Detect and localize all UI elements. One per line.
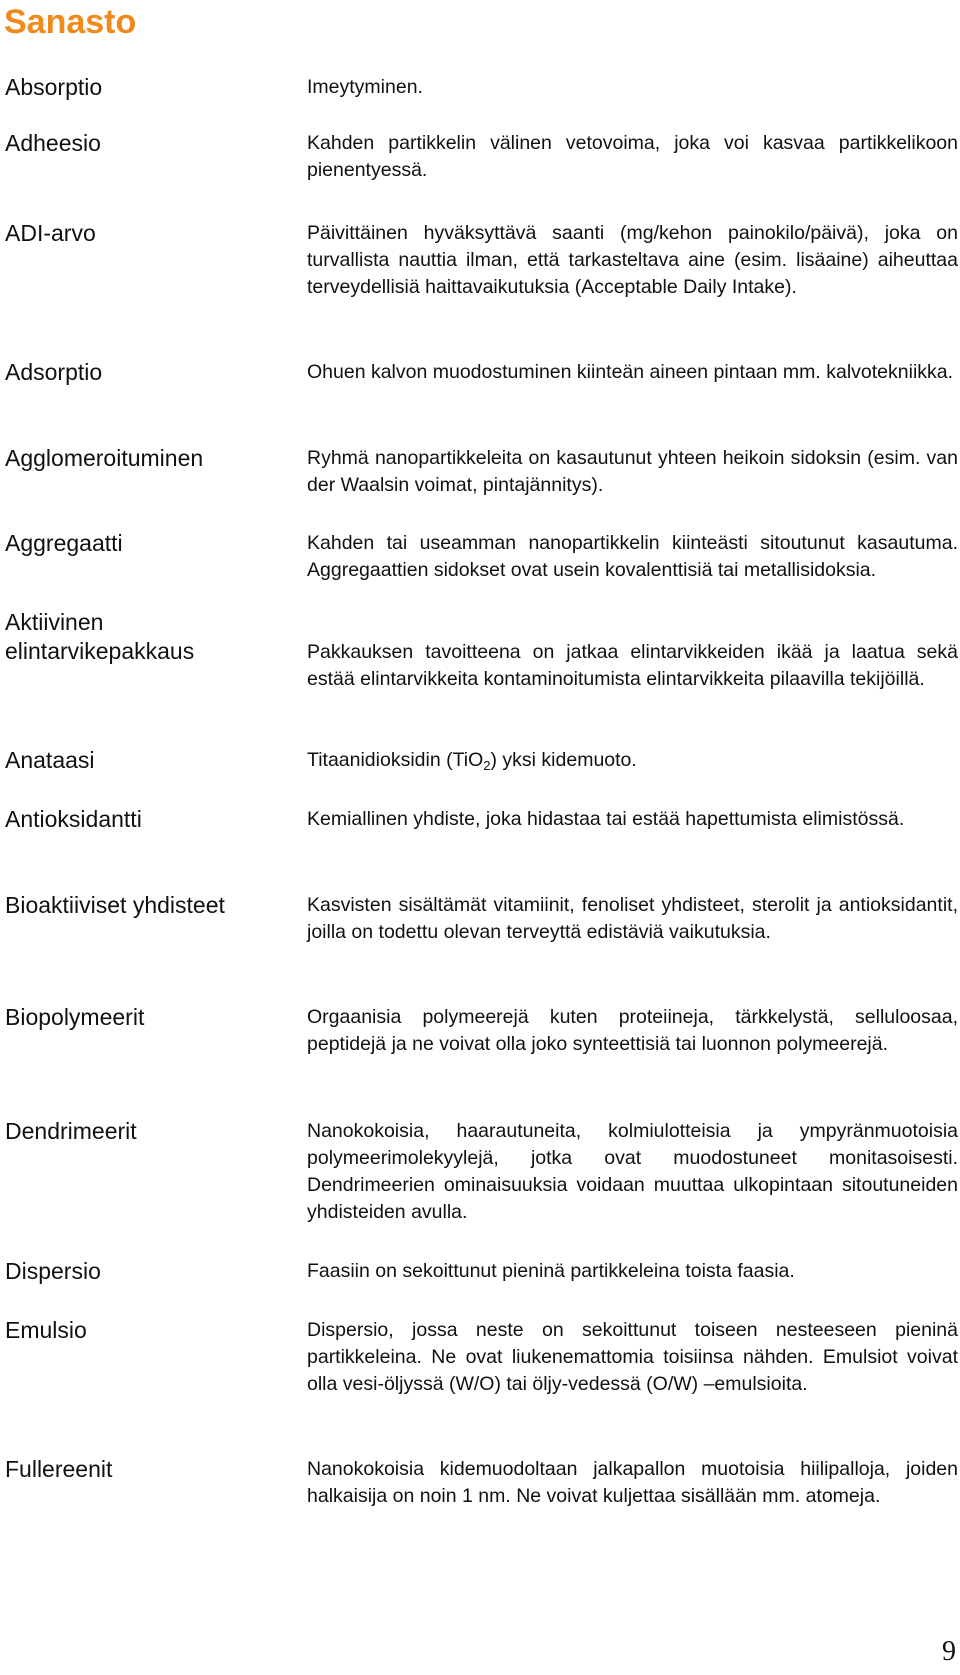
glossary-term: Absorptio [5, 74, 103, 100]
glossary-term: Bioaktiiviset yhdisteet [5, 892, 225, 918]
subscript-text: 2 [483, 758, 491, 773]
glossary-term: Antioksidantti [5, 806, 142, 832]
glossary-definition: Imeytyminen. [307, 76, 423, 98]
glossary-term: Aktiivinen elintarvikepakkaus [5, 609, 195, 664]
glossary-definition: Dispersio, jossa neste on sekoittunut toiseen nesteeseen pieninä partikkeleina. Ne ovat liukenemattomia toisiinsa nähden. Emulsiot voivat olla vesi-öljyssä (W/O) tai öljy-vedessä (O/W) –emulsioita. [307, 1319, 958, 1395]
glossary-term: Aggregaatti [5, 530, 123, 556]
glossary-term: Emulsio [5, 1317, 87, 1343]
glossary-term: Anataasi [5, 747, 95, 773]
glossary-term: Dispersio [5, 1258, 101, 1284]
glossary-term: Dendrimeerit [5, 1118, 137, 1144]
glossary-definition: Ohuen kalvon muodostuminen kiinteän aineen pintaan mm. kalvotekniikka. [307, 361, 954, 383]
glossary-definition: Kasvisten sisältämät vitamiinit, fenoliset yhdisteet, sterolit ja antioksidantit, joilla on todettu olevan terveyttä edistäviä vaikutuksia. [307, 894, 958, 943]
glossary-definition: Pakkauksen tavoitteena on jatkaa elintarvikkeiden ikää ja laatua sekä estää elintarvikkeita kontaminoitumista elintarvikkeita pilaavilla tekijöillä. [307, 641, 958, 690]
page-number: 9 [942, 1636, 956, 1667]
glossary-term: Agglomeroituminen [5, 445, 204, 471]
glossary-definition: Kahden partikkelin välinen vetovoima, joka voi kasvaa partikkelikoon pienentyessä. [307, 132, 958, 181]
glossary-term: Biopolymeerit [5, 1004, 145, 1030]
glossary-definition: Faasiin on sekoittunut pieninä partikkeleina toista faasia. [307, 1260, 795, 1282]
glossary-definition: Orgaanisia polymeerejä kuten proteiineja, tärkkelystä, selluloosaa, peptidejä ja ne voivat olla joko synteettisiä tai luonnon polymeerejä. [307, 1006, 958, 1055]
definition-text: ) yksi kidemuoto. [490, 749, 637, 771]
glossary-definition [307, 747, 958, 774]
glossary-term: Adheesio [5, 130, 101, 156]
page-title: Sanasto [4, 3, 137, 41]
glossary-definition: Nanokokoisia, haarautuneita, kolmiulotteisia ja ympyränmuotoisia polymeerimolekyylejä, jotka ovat muodostuneet monitasoisesti. Dendrimeerien ominaisuuksia voidaan muuttaa ulkopintaan sitoutuneiden yhdisteiden avulla. [307, 1120, 958, 1223]
glossary-term: ADI-arvo [5, 220, 96, 246]
glossary-term: Fullereenit [5, 1456, 113, 1482]
glossary-definition: Päivittäinen hyväksyttävä saanti (mg/kehon painokilo/päivä), joka on turvallista nauttia ilman, että tarkasteltava aine (esim. lisäaine) aiheuttaa terveydellisiä haittavaikutuksia (Acceptable Daily Intake). [307, 222, 958, 298]
glossary-definition: Kemiallinen yhdiste, joka hidastaa tai estää hapettumista elimistössä. [307, 808, 905, 830]
glossary-definition: Kahden tai useamman nanopartikkelin kiinteästi sitoutunut kasautuma. Aggregaattien sidokset ovat usein kovalenttisiä tai metallisidoksia. [307, 532, 958, 581]
definition-text: Titaanidioksidin (TiO [307, 749, 484, 771]
glossary-definition: Nanokokoisia kidemuodoltaan jalkapallon muotoisia hiilipalloja, joiden halkaisija on noin 1 nm. Ne voivat kuljettaa sisällään mm. atomeja. [307, 1458, 958, 1507]
glossary-term: Adsorptio [5, 359, 103, 385]
glossary-definition: Ryhmä nanopartikkeleita on kasautunut yhteen heikoin sidoksin (esim. van der Waalsin voimat, pintajännitys). [307, 447, 958, 496]
